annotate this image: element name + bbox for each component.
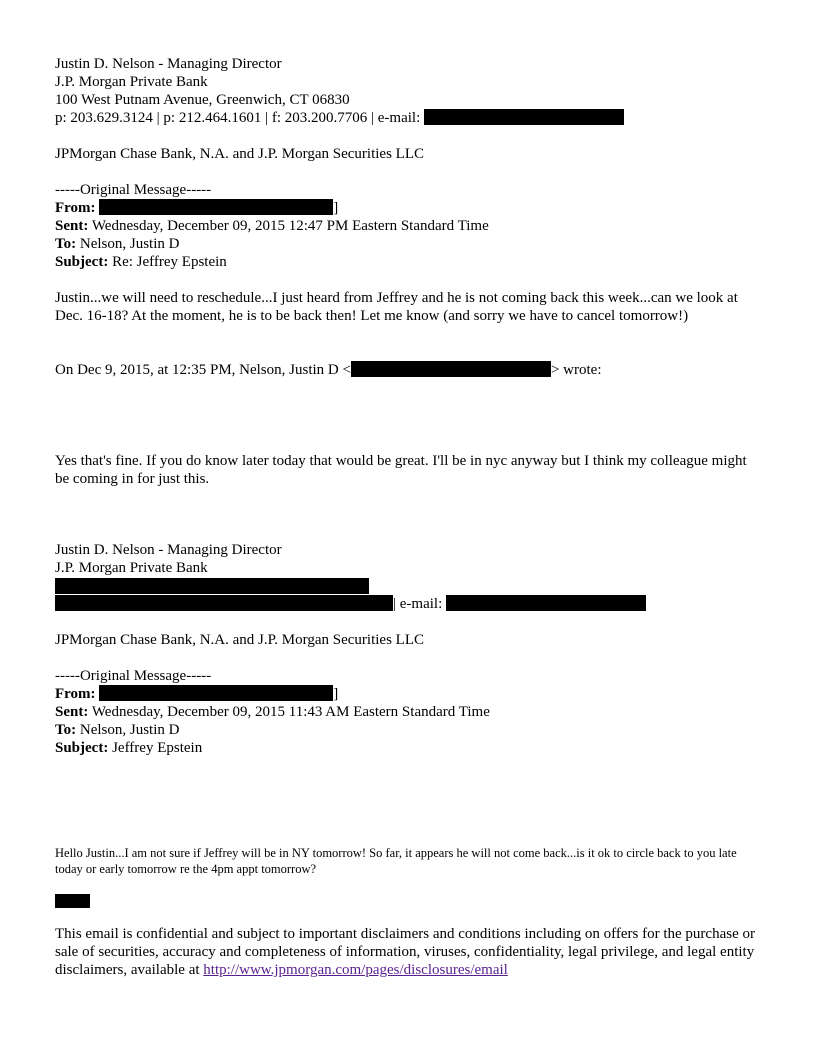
to-label: To: (55, 236, 77, 252)
subject-value: Jeffrey Epstein (112, 740, 203, 756)
to-value: Nelson, Justin D (79, 722, 180, 738)
redaction (424, 109, 624, 125)
redaction (55, 578, 369, 594)
from-line (55, 685, 338, 703)
to-label: To: (55, 722, 77, 738)
sent-label: Sent: (55, 218, 89, 234)
original-message-marker: -----Original Message----- (55, 668, 212, 684)
disclosures-link[interactable]: http://www.jpmorgan.com/pages/disclosures/email (203, 962, 508, 978)
redaction (99, 685, 333, 701)
to-line (55, 235, 179, 253)
bank-disclaimer-line: JPMorgan Chase Bank, N.A. and J.P. Morgan Securities LLC (55, 632, 425, 648)
signature-address: 100 West Putnam Avenue, Greenwich, CT 06830 (55, 92, 350, 108)
from-label: From: (55, 686, 96, 702)
original-message-marker: -----Original Message----- (55, 182, 212, 198)
redaction (351, 361, 551, 377)
signature-phones (55, 109, 624, 127)
sent-line (55, 703, 490, 721)
from-suffix: ] (333, 200, 339, 216)
from-suffix: ] (333, 686, 339, 702)
signature-name: Justin D. Nelson - Managing Director (55, 56, 282, 72)
from-line (55, 199, 338, 217)
reply-body: Yes that's fine. If you do know later today that would be great. I'll be in nyc anyway but I think my colleague might be coming in for just this. (55, 453, 747, 487)
email-disclaimer (55, 925, 755, 979)
redaction (99, 199, 333, 215)
quote-suffix: > wrote: (550, 362, 602, 378)
sent-line (55, 217, 489, 235)
bank-disclaimer-line: JPMorgan Chase Bank, N.A. and J.P. Morgan Securities LLC (55, 146, 425, 162)
message-body: Justin...we will need to reschedule...I just heard from Jeffrey and he is not coming back this week...can we look at Dec. 16-18? At the moment, he is to be back then! Let me know (and sorry we have to cancel tomorrow!) (55, 290, 738, 324)
subject-label: Subject: (55, 740, 109, 756)
subject-label: Subject: (55, 254, 109, 270)
to-line (55, 721, 179, 739)
signature-company: J.P. Morgan Private Bank (55, 560, 208, 576)
quote-header (55, 361, 601, 379)
quote-prefix: On Dec 9, 2015, at 12:35 PM, Nelson, Justin D < (55, 362, 351, 378)
redaction (55, 894, 90, 908)
to-value: Nelson, Justin D (79, 236, 180, 252)
phone-numbers: p: 203.629.3124 | p: 212.464.1601 | f: 203.200.7706 | e-mail: (55, 110, 421, 126)
redaction (55, 595, 393, 611)
sent-value: Wednesday, December 09, 2015 12:47 PM Eastern Standard Time (91, 218, 489, 234)
sent-label: Sent: (55, 704, 89, 720)
subject-line (55, 253, 227, 271)
sent-value: Wednesday, December 09, 2015 11:43 AM Eastern Standard Time (91, 704, 490, 720)
subject-value: Re: Jeffrey Epstein (112, 254, 227, 270)
subject-line (55, 739, 202, 757)
message-body: Hello Justin...I am not sure if Jeffrey will be in NY tomorrow! So far, it appears he will not come back...is it ok to circle back to you late today or early tomorrow re the 4pm appt tomorrow? (55, 846, 737, 876)
signature-email-line (55, 595, 646, 613)
from-label: From: (55, 200, 96, 216)
redaction (446, 595, 646, 611)
disclaimer-text: This email is confidential and subject to important disclaimers and conditions including on offers for the purchase or sale of securities, accuracy and completeness of information, viruses, confidentiality, legal privilege, and legal entity disclaimers, available at (55, 926, 755, 978)
email-label: | e-mail: (393, 596, 443, 612)
signature-name: Justin D. Nelson - Managing Director (55, 542, 282, 558)
signature-company: J.P. Morgan Private Bank (55, 74, 208, 90)
